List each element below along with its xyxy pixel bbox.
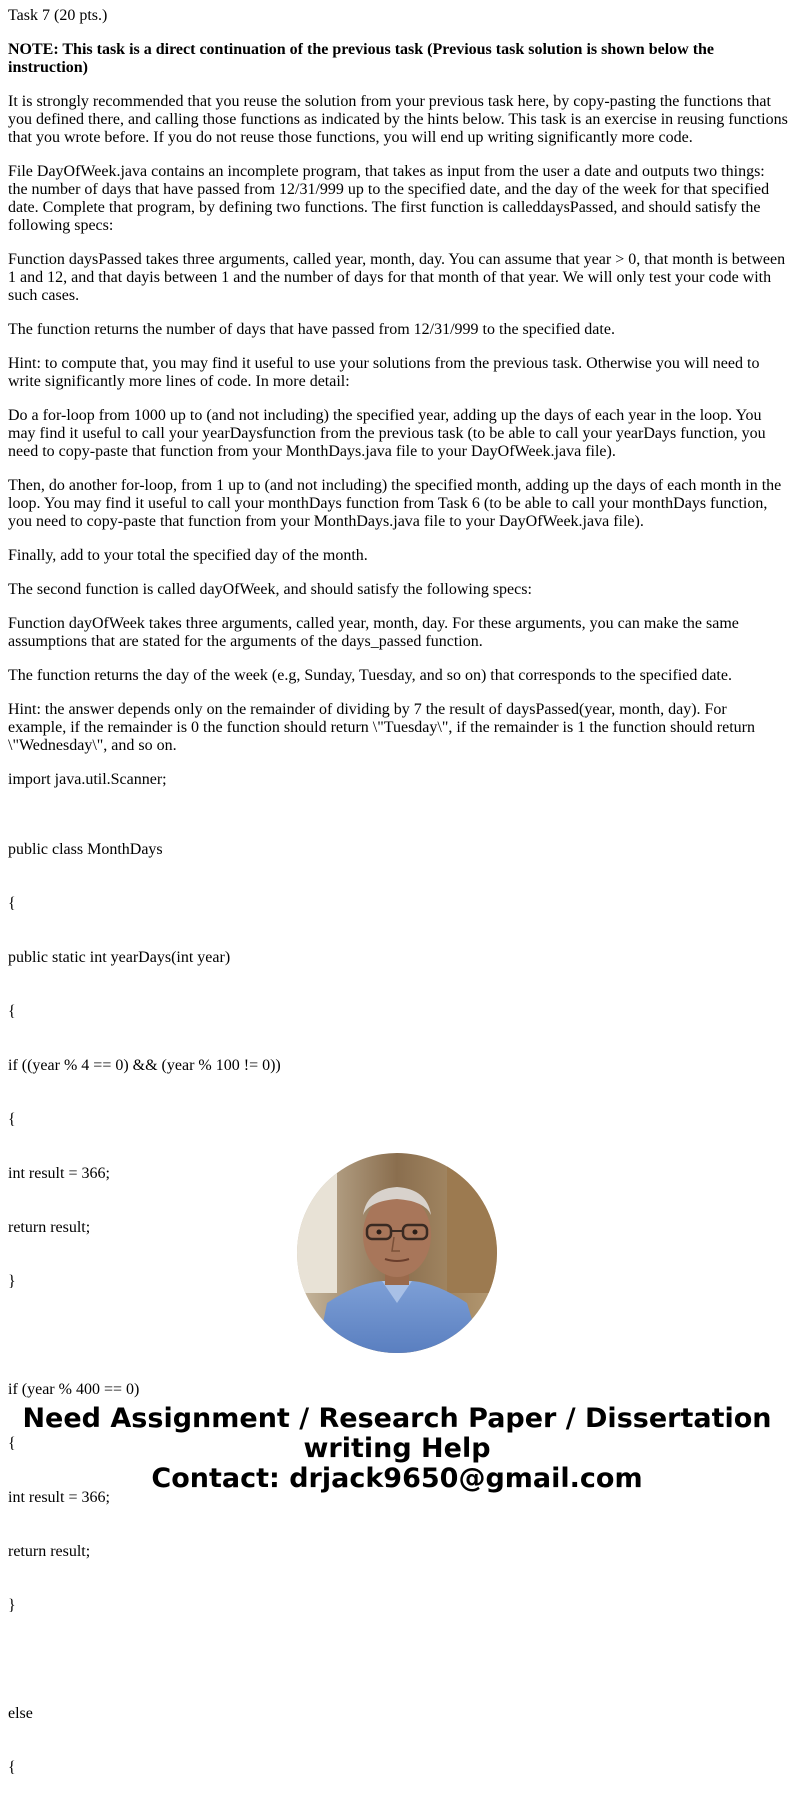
promo-banner (0, 1404, 794, 1494)
paragraph-remainder-hint: Hint: the answer depends only on the remainder of dividing by 7 the result of daysPassed(year, month, day). For example, if the remainder is 0 the function should return \"Tuesday\", if the remainder is 1 the function should return \"Wednesday\", and so on. (8, 701, 755, 754)
code-line: } (8, 1597, 16, 1614)
code-line: { (8, 1111, 16, 1128)
code-line: return result; (8, 1543, 91, 1560)
code-line: public class MonthDays (8, 841, 163, 858)
paragraph-hint: Hint: to compute that, you may find it useful to use your solutions from the previous task. Otherwise you will need to write significantly more lines of code. In more detail: (8, 355, 760, 390)
code-line: if (year % 400 == 0) (8, 1381, 140, 1398)
paragraph-dayofweek-args: Function dayOfWeek takes three arguments, called year, month, day. For these arguments, you can make the same assumptions that are stated for the arguments of the days_passed function. (8, 615, 739, 650)
code-line: int result = 366; (8, 1165, 110, 1182)
paragraph-month-loop: Then, do another for-loop, from 1 up to (and not including) the specified month, adding up the days of each month in the loop. You may find it useful to call your monthDays function from Task 6 (to be able to call your monthDays function, you need to copy-paste that function from your MonthDays.java file to your DayOfWeek.java file). (8, 477, 782, 530)
paragraph-reuse: It is strongly recommended that you reuse the solution from your previous task here, by copy-pasting the functions that you defined there, and calling those functions as indicated by the hints below. This task is an exercise in reusing functions that you wrote before. If you do not reuse those functions, you will end up writing significantly more code. (8, 93, 788, 146)
task-title: Task 7 (20 pts.) (8, 7, 108, 24)
person-photo-icon (297, 1153, 497, 1353)
code-line: { (8, 1759, 16, 1776)
author-photo (297, 1153, 497, 1353)
paragraph-dayspassed-returns: The function returns the number of days that have passed from 12/31/999 to the specified date. (8, 321, 615, 338)
paragraph-file-description: File DayOfWeek.java contains an incomplete program, that takes as input from the user a date and outputs two things: the number of days that have passed from 12/31/999 up to the specified date, and the day of the week for that specified date. Complete that program, by defining two functions. The first function is calleddaysPassed, and should satisfy the following specs: (8, 163, 770, 234)
paragraph-year-loop: Do a for-loop from 1000 up to (and not including) the specified year, adding up the days of each year in the loop. You may find it useful to call your yearDaysfunction from the previous task (to be able to call your yearDays function, you need to copy-paste that function from your MonthDays.java file to your DayOfWeek.java file). (8, 407, 766, 460)
code-line: int result = 366; (8, 1489, 110, 1506)
code-line: if ((year % 4 == 0) && (year % 100 != 0)) (8, 1057, 281, 1074)
paragraph-finally: Finally, add to your total the specified day of the month. (8, 547, 368, 564)
paragraph-second-function: The second function is called dayOfWeek, and should satisfy the following specs: (8, 581, 532, 598)
code-line: return result; (8, 1219, 91, 1236)
code-line: public static int yearDays(int year) (8, 949, 231, 966)
paragraph-dayspassed-args: Function daysPassed takes three arguments, called year, month, day. You can assume that year > 0, that month is between 1 and 12, and that dayis between 1 and the number of days for that month of that year. We will only test your code with such cases. (8, 251, 786, 304)
promo-line-2: writing Help (303, 1433, 491, 1464)
code-line: } (8, 1273, 16, 1290)
code-line: { (8, 1003, 16, 1020)
paragraph-dayofweek-returns: The function returns the day of the week (e.g, Sunday, Tuesday, and so on) that corresponds to the specified date. (8, 667, 732, 684)
code-line: { (8, 895, 16, 912)
promo-line-1: Need Assignment / Research Paper / Dissertation (22, 1403, 772, 1434)
code-line: else (8, 1705, 33, 1722)
code-line: { (8, 1435, 16, 1452)
task-note: NOTE: This task is a direct continuation of the previous task (Previous task solution is shown below the instruction) (8, 41, 715, 76)
code-import: import java.util.Scanner; (8, 771, 167, 788)
promo-contact: Contact: drjack9650@gmail.com (151, 1463, 643, 1494)
code-line (8, 1651, 788, 1669)
